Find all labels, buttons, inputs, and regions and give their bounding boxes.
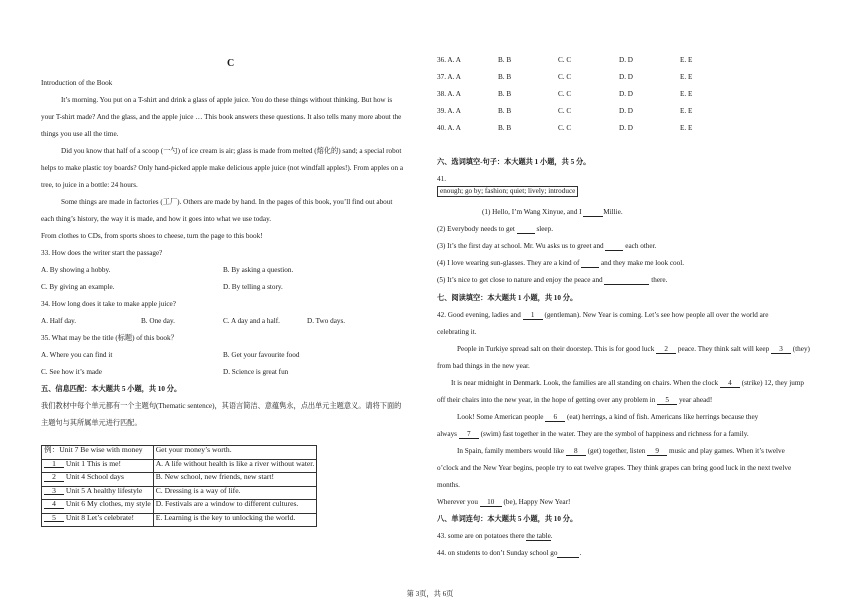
match-sentence-cell: B. New school, new friends, new start! [153, 473, 317, 487]
section-heading: 六、选词填空-句子：本大题共 1 小题，共 5 分。 [437, 158, 591, 166]
cloze-blank[interactable]: 4 [720, 380, 740, 388]
answer-option[interactable]: B. B [498, 73, 512, 81]
option[interactable]: A. Where you can find it [41, 351, 113, 359]
passage-line: It’s morning. You put on a T-shirt and drink a glass of apple juice. You do these things without thinking. But how is [61, 96, 393, 104]
fill-blank[interactable] [517, 226, 535, 234]
question-stem: 35. What may be the title (标题) of this book？ [41, 334, 178, 342]
option[interactable]: D. Two days. [307, 317, 346, 325]
fill-blank[interactable] [583, 209, 603, 217]
match-row [42, 446, 317, 460]
cloze-line: 42. Good evening, ladies and 1 (gentleman). New Year is coming. Let’s see how people all over the world are [437, 311, 769, 319]
cloze-blank[interactable]: 8 [566, 448, 586, 456]
fill-in-line: (4) I love wearing sun-glasses. They are a kind of and they make me look cool. [437, 259, 685, 267]
answer-option[interactable]: B. B [498, 124, 512, 132]
section-letter: C [227, 58, 235, 69]
cloze-line: People in Turkiye spread salt on their doorstep. This is for good luck 2 peace. They think salt will keep 3 (they) [457, 345, 810, 353]
section-heading: 七、阅读填空：本大题共 1 小题，共 10 分。 [437, 294, 578, 302]
cloze-blank[interactable]: 7 [459, 431, 479, 439]
match-row [42, 459, 317, 473]
match-blank[interactable]: 5 [44, 514, 64, 523]
option[interactable]: D. Science is great fun [223, 368, 289, 376]
answer-option[interactable]: C. C [558, 124, 572, 132]
match-row [42, 473, 317, 487]
cloze-line: months. [437, 481, 460, 489]
fill-blank[interactable] [605, 243, 623, 251]
answer-option[interactable]: E. E [680, 107, 693, 115]
page-footer: 第 3页，共 6页 [406, 590, 454, 598]
match-unit-cell: 1 Unit 1 This is me! [42, 459, 154, 473]
answer-line[interactable]: the table [526, 532, 551, 540]
option[interactable]: A. By showing a hobby. [41, 266, 111, 274]
answer-option[interactable]: B. B [498, 56, 512, 64]
match-table [41, 445, 317, 527]
match-unit-cell: 5 Unit 8 Let’s celebrate! [42, 513, 154, 527]
passage-line: your T-shirt made? And the glass, and the apple juice … This book answers these questions. It also tells many more about the [41, 113, 402, 121]
answer-option[interactable]: D. D [619, 73, 633, 81]
option[interactable]: A. Half day. [41, 317, 77, 325]
answer-row-option-a[interactable]: 37. A. A [437, 73, 461, 81]
option[interactable]: B. Get your favourite food [223, 351, 300, 359]
answer-option[interactable]: D. D [619, 107, 633, 115]
fill-in-line: (1) Hello, I’m Wang Xinyue, and I Millie. [482, 208, 623, 216]
passage-line: Some things are made in factories (工厂). Others are made by hand. In the pages of this book, you’ll find out about [61, 198, 393, 206]
passage-line: From clothes to CDs, from sports shoes to cheese, turn the page to this book! [41, 232, 263, 240]
match-blank[interactable]: 1 [44, 460, 64, 469]
cloze-line: Wherever you 10 (be), Happy New Year! [437, 498, 571, 506]
cloze-line: celebrating it. [437, 328, 477, 336]
fill-blank[interactable] [604, 277, 649, 285]
answer-option[interactable]: B. B [498, 107, 512, 115]
option[interactable]: D. By telling a story. [223, 283, 283, 291]
cloze-blank[interactable]: 3 [771, 346, 791, 354]
cloze-line: Look! Some American people 6 (eat) herrings, a kind of fish. Americans like herrings because they [457, 413, 759, 421]
answer-option[interactable]: C. C [558, 90, 572, 98]
passage-line: each thing’s history, the way it is made, and how it goes into what we use today. [41, 215, 272, 223]
fill-in-line: (2) Everybody needs to get sleep. [437, 225, 554, 233]
match-sentence-cell: E. Learning is the key to unlocking the world. [153, 513, 317, 527]
section-heading: 五、信息匹配：本大题共 5 小题，共 10 分。 [41, 385, 182, 393]
match-blank[interactable]: 3 [44, 487, 64, 496]
intro-title: Introduction of the Book [41, 79, 113, 87]
fill-in-line: (3) It’s the first day at school. Mr. Wu asks us to greet and each other. [437, 242, 657, 250]
cloze-blank[interactable]: 10 [480, 499, 502, 507]
option[interactable]: C. By giving an example. [41, 283, 115, 291]
answer-line[interactable] [557, 550, 579, 558]
answer-row-option-a[interactable]: 38. A. A [437, 90, 461, 98]
match-row [42, 500, 317, 514]
question-stem: 34. How long does it take to make apple juice? [41, 300, 176, 308]
match-sentence-cell: D. Festivals are a window to different cultures. [153, 500, 317, 514]
passage-line: Did you know that half of a scoop (一勺) of ice cream is air; glass is made from melted (熔化的) sand; a special robot [61, 147, 402, 155]
cloze-blank[interactable]: 2 [656, 346, 676, 354]
answer-option[interactable]: D. D [619, 124, 633, 132]
match-unit-cell: 2 Unit 4 School days [42, 473, 154, 487]
cloze-line: o’clock and the New Year begins, people try to eat twelve grapes. They think grapes can bring good luck in the next twelve [437, 464, 792, 472]
sentence-question: 43. some are on potatoes there the table. [437, 532, 553, 540]
answer-option[interactable]: E. E [680, 73, 693, 81]
word-box [437, 186, 578, 197]
answer-option[interactable]: E. E [680, 90, 693, 98]
answer-option[interactable]: D. D [619, 56, 633, 64]
cloze-line: In Spain, family members would like 8 (get) together, listen 9 music and play games. When it’s twelve [457, 447, 785, 455]
passage-line: things you use all the time. [41, 130, 119, 138]
option[interactable]: C. See how it’s made [41, 368, 102, 376]
cloze-line: from bad things in the new year. [437, 362, 530, 370]
option[interactable]: C. A day and a half. [223, 317, 280, 325]
answer-option[interactable]: E. E [680, 56, 693, 64]
section-heading: 八、单词连句：本大题共 5 小题，共 10 分。 [437, 515, 578, 523]
match-sentence-cell: A. A life without health is like a river without water. [153, 459, 317, 473]
match-unit-cell: 4 Unit 6 My clothes, my style [42, 500, 154, 514]
answer-option[interactable]: C. C [558, 56, 572, 64]
option[interactable]: B. By asking a question. [223, 266, 294, 274]
passage-line: tree, to juice in a bottle: 24 hours. [41, 181, 138, 189]
question-stem: 33. How does the writer start the passage? [41, 249, 163, 257]
answer-row-option-a[interactable]: 39. A. A [437, 107, 461, 115]
match-unit-cell: 3 Unit 5 A healthy lifestyle [42, 486, 154, 500]
answer-option[interactable]: D. D [619, 90, 633, 98]
cloze-blank[interactable]: 1 [523, 312, 543, 320]
option[interactable]: B. One day. [141, 317, 175, 325]
instruction: 主题句与其所属单元进行匹配。 [41, 419, 142, 427]
match-blank[interactable]: 2 [44, 473, 64, 482]
answer-option[interactable]: E. E [680, 124, 693, 132]
cloze-blank[interactable]: 9 [647, 448, 667, 456]
passage-line: helps to make plastic toy boards? Only hand-picked apple make delicious apple juice (not windfall apples!). From apples on a [41, 164, 404, 172]
sentence-question: 44. on students to don’t Sunday school go . [437, 549, 582, 557]
answer-option[interactable]: C. C [558, 107, 572, 115]
cloze-line: It is near midnight in Denmark. Look, the families are all standing on chairs. When the clock 4 (strike) 12, they jump [451, 379, 805, 387]
word-box-text: enough; go by; fashion; quiet; lively; introduce [437, 186, 578, 197]
cloze-blank[interactable]: 5 [657, 397, 677, 405]
cloze-line: off their chairs into the new year, in the hope of getting over any problem in 5 year ahead! [437, 396, 713, 404]
answer-row-option-a[interactable]: 40. A. A [437, 124, 461, 132]
match-blank[interactable]: 4 [44, 500, 64, 509]
match-sentence-cell: C. Dressing is a way of life. [153, 486, 317, 500]
match-unit-cell: 例：Unit 7 Be wise with money [42, 446, 154, 460]
answer-option[interactable]: C. C [558, 73, 572, 81]
fill-blank[interactable] [581, 260, 599, 268]
fill-in-line: (5) It’s nice to get close to nature and enjoy the peace and there. [437, 276, 668, 284]
question-number: 41. [437, 175, 446, 183]
match-row [42, 513, 317, 527]
cloze-blank[interactable]: 6 [545, 414, 565, 422]
match-row [42, 486, 317, 500]
answer-row-option-a[interactable]: 36. A. A [437, 56, 461, 64]
instruction: 我们教材中每个单元都有一个主题句(Thematic sentence)，其语言简洁、意蕴隽永，点出单元主题意义。请将下面的 [41, 402, 402, 410]
answer-option[interactable]: B. B [498, 90, 512, 98]
cloze-line: always 7 (swim) fast together in the water. They are the symbol of happiness and richness for a family. [437, 430, 749, 438]
match-sentence-cell: Get your money’s worth. [153, 446, 317, 460]
